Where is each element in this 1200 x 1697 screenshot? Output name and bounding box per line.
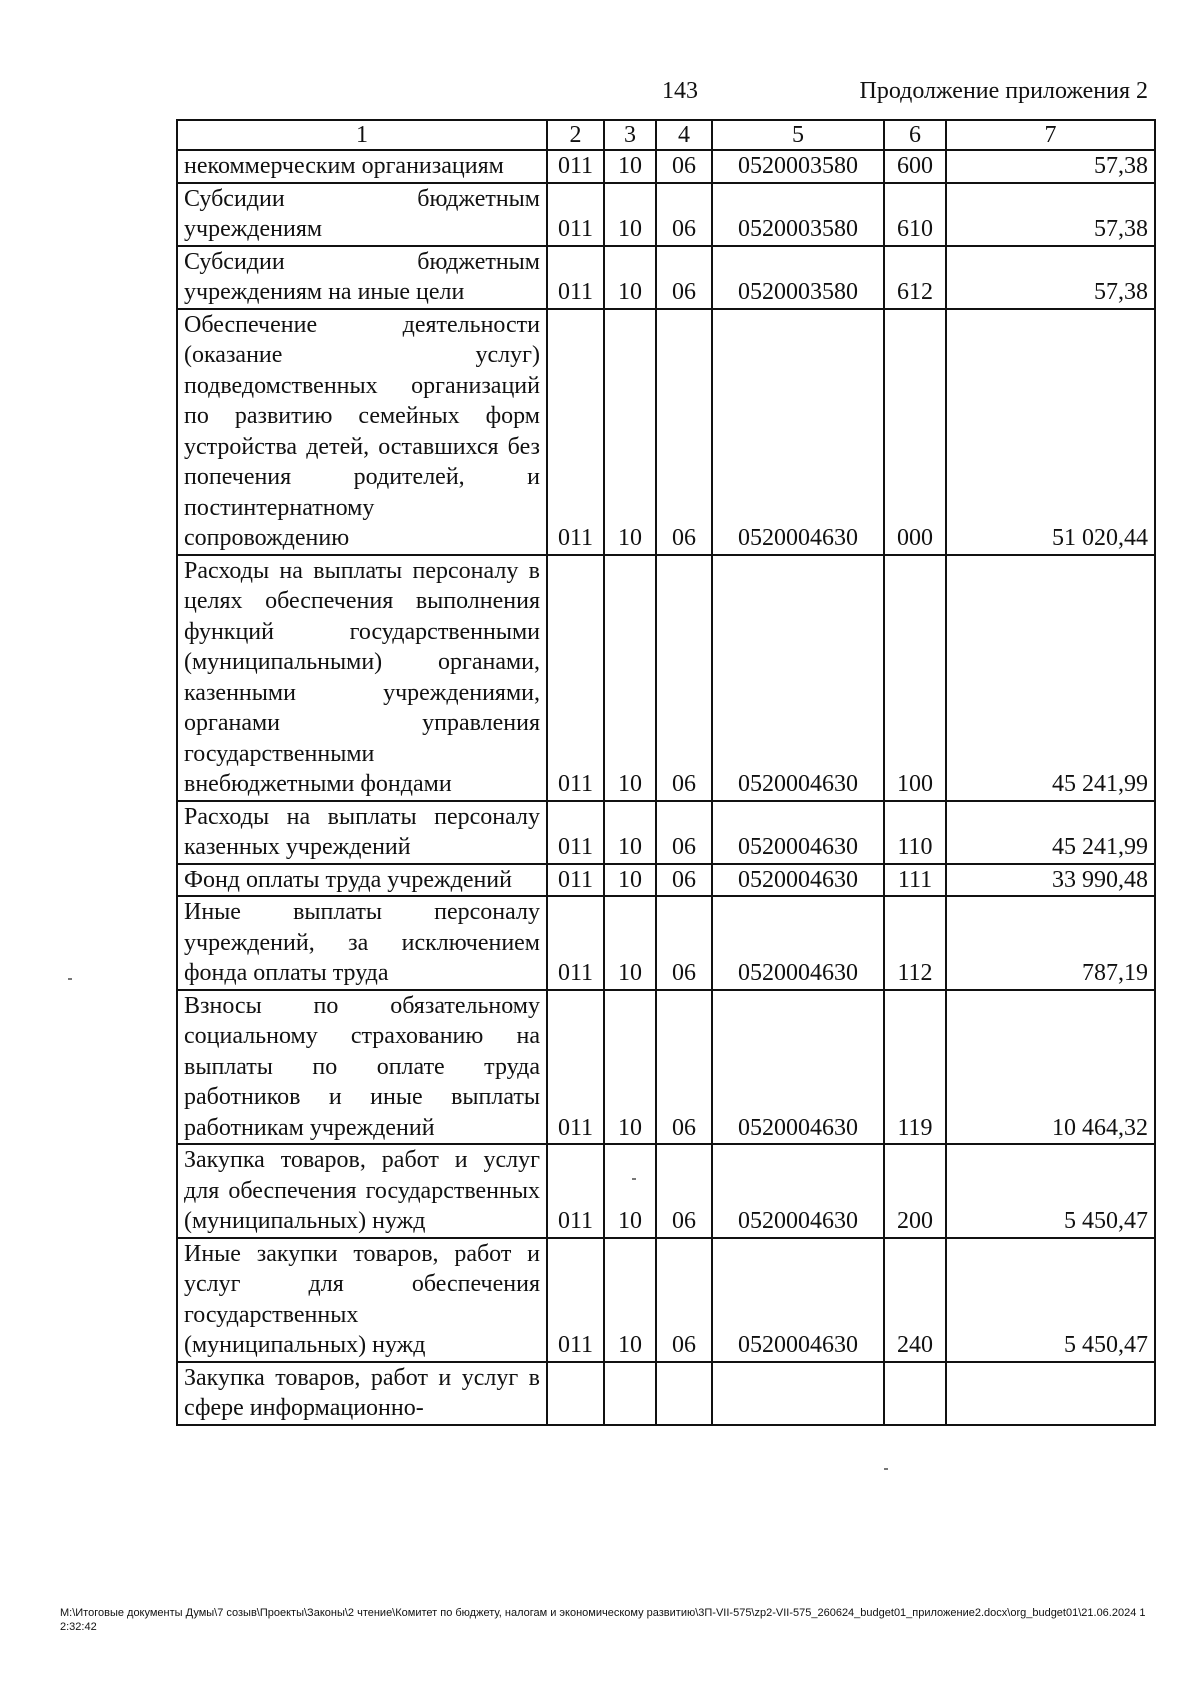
section-code: 10 xyxy=(604,990,656,1145)
amount: 57,38 xyxy=(946,246,1155,309)
target-article-code: 0520004630 xyxy=(712,555,884,801)
amount: 10 464,32 xyxy=(946,990,1155,1145)
table-row xyxy=(177,150,1155,183)
expense-name: Расходы на выплаты персоналу казенных учреждений xyxy=(177,801,547,864)
expense-name: Иные закупки товаров, работ и услуг для обеспечения государственных (муниципальных) нужд xyxy=(177,1238,547,1362)
expense-type-code: 612 xyxy=(884,246,946,309)
section-code: 10 xyxy=(604,864,656,897)
ministry-code: 011 xyxy=(547,555,604,801)
expense-type-code xyxy=(884,1362,946,1425)
expense-name: Закупка товаров, работ и услуг для обеспечения государственных (муниципальных) нужд xyxy=(177,1144,547,1238)
table-row xyxy=(177,896,1155,990)
expense-name: Взносы по обязательному социальному страхованию на выплаты по оплате труда работников и иные выплаты работникам учреждений xyxy=(177,990,547,1145)
table-row xyxy=(177,1238,1155,1362)
subsection-code: 06 xyxy=(656,555,712,801)
section-code: 10 xyxy=(604,801,656,864)
table-row xyxy=(177,246,1155,309)
column-header: 7 xyxy=(946,120,1155,150)
expense-name: Субсидии бюджетным учреждениям xyxy=(177,183,547,246)
target-article-code: 0520004630 xyxy=(712,864,884,897)
column-header: 4 xyxy=(656,120,712,150)
column-header: 2 xyxy=(547,120,604,150)
scan-speck xyxy=(632,1178,636,1180)
ministry-code: 011 xyxy=(547,801,604,864)
expense-type-code: 240 xyxy=(884,1238,946,1362)
column-header: 5 xyxy=(712,120,884,150)
target-article-code: 0520004630 xyxy=(712,896,884,990)
ministry-code: 011 xyxy=(547,246,604,309)
ministry-code: 011 xyxy=(547,150,604,183)
amount: 51 020,44 xyxy=(946,309,1155,555)
expense-type-code: 000 xyxy=(884,309,946,555)
amount: 57,38 xyxy=(946,150,1155,183)
expense-type-code: 119 xyxy=(884,990,946,1145)
amount: 45 241,99 xyxy=(946,555,1155,801)
target-article-code xyxy=(712,1362,884,1425)
subsection-code: 06 xyxy=(656,246,712,309)
subsection-code: 06 xyxy=(656,990,712,1145)
section-code: 10 xyxy=(604,1144,656,1238)
expense-type-code: 110 xyxy=(884,801,946,864)
amount xyxy=(946,1362,1155,1425)
amount: 45 241,99 xyxy=(946,801,1155,864)
section-code: 10 xyxy=(604,246,656,309)
appendix-continuation-label: Продолжение приложения 2 xyxy=(859,78,1148,104)
expense-type-code: 200 xyxy=(884,1144,946,1238)
target-article-code: 0520003580 xyxy=(712,246,884,309)
table-row xyxy=(177,801,1155,864)
table-header-row xyxy=(177,120,1155,150)
target-article-code: 0520004630 xyxy=(712,1144,884,1238)
column-header: 3 xyxy=(604,120,656,150)
table-row xyxy=(177,864,1155,897)
ministry-code xyxy=(547,1362,604,1425)
expense-type-code: 112 xyxy=(884,896,946,990)
ministry-code: 011 xyxy=(547,1144,604,1238)
expense-name: Субсидии бюджетным учреждениям на иные цели xyxy=(177,246,547,309)
amount: 5 450,47 xyxy=(946,1144,1155,1238)
expense-name: некоммерческим организациям xyxy=(177,150,547,183)
ministry-code: 011 xyxy=(547,864,604,897)
section-code xyxy=(604,1362,656,1425)
expense-name: Закупка товаров, работ и услуг в сфере информационно- xyxy=(177,1362,547,1425)
table-row xyxy=(177,1362,1155,1425)
subsection-code: 06 xyxy=(656,864,712,897)
ministry-code: 011 xyxy=(547,309,604,555)
target-article-code: 0520004630 xyxy=(712,1238,884,1362)
subsection-code: 06 xyxy=(656,1238,712,1362)
section-code: 10 xyxy=(604,555,656,801)
ministry-code: 011 xyxy=(547,1238,604,1362)
expense-name: Обеспечение деятельности (оказание услуг) подведомственных организаций по развитию семейных форм устройства детей, оставшихся без попечения родителей, и постинтернатному сопровождению xyxy=(177,309,547,555)
ministry-code: 011 xyxy=(547,990,604,1145)
target-article-code: 0520003580 xyxy=(712,183,884,246)
ministry-code: 011 xyxy=(547,183,604,246)
target-article-code: 0520004630 xyxy=(712,990,884,1145)
scan-speck xyxy=(884,1468,888,1470)
subsection-code: 06 xyxy=(656,801,712,864)
table-row xyxy=(177,309,1155,555)
section-code: 10 xyxy=(604,1238,656,1362)
subsection-code: 06 xyxy=(656,183,712,246)
subsection-code: 06 xyxy=(656,896,712,990)
expense-type-code: 111 xyxy=(884,864,946,897)
expense-type-code: 610 xyxy=(884,183,946,246)
ministry-code: 011 xyxy=(547,896,604,990)
table-row xyxy=(177,1144,1155,1238)
subsection-code: 06 xyxy=(656,150,712,183)
expense-type-code: 100 xyxy=(884,555,946,801)
subsection-code: 06 xyxy=(656,1144,712,1238)
document-path-footer: M:\Итоговые документы Думы\7 созыв\Проекты\Законы\2 чтение\Комитет по бюджету, налогам и экономическому развитию\3П-VII-575\zp2-VII-575_260624_budget01_приложение2.docx\org_budget01\21.06.2024 12:32:42 xyxy=(60,1607,1146,1633)
section-code: 10 xyxy=(604,183,656,246)
table-row xyxy=(177,555,1155,801)
section-code: 10 xyxy=(604,309,656,555)
expense-name: Иные выплаты персоналу учреждений, за исключением фонда оплаты труда xyxy=(177,896,547,990)
amount: 57,38 xyxy=(946,183,1155,246)
subsection-code xyxy=(656,1362,712,1425)
column-header: 1 xyxy=(177,120,547,150)
section-code: 10 xyxy=(604,150,656,183)
table-row xyxy=(177,990,1155,1145)
amount: 787,19 xyxy=(946,896,1155,990)
section-code: 10 xyxy=(604,896,656,990)
target-article-code: 0520003580 xyxy=(712,150,884,183)
expense-name: Расходы на выплаты персоналу в целях обеспечения выполнения функций государственными (муниципальными) органами, казенными учреждениями, органами управления государственными внебюджетными фондами xyxy=(177,555,547,801)
target-article-code: 0520004630 xyxy=(712,801,884,864)
table-row xyxy=(177,183,1155,246)
amount: 5 450,47 xyxy=(946,1238,1155,1362)
amount: 33 990,48 xyxy=(946,864,1155,897)
column-header: 6 xyxy=(884,120,946,150)
target-article-code: 0520004630 xyxy=(712,309,884,555)
budget-table xyxy=(176,119,1156,1426)
page-number: 143 xyxy=(662,78,698,104)
subsection-code: 06 xyxy=(656,309,712,555)
expense-type-code: 600 xyxy=(884,150,946,183)
scan-speck xyxy=(68,978,72,980)
expense-name: Фонд оплаты труда учреждений xyxy=(177,864,547,897)
